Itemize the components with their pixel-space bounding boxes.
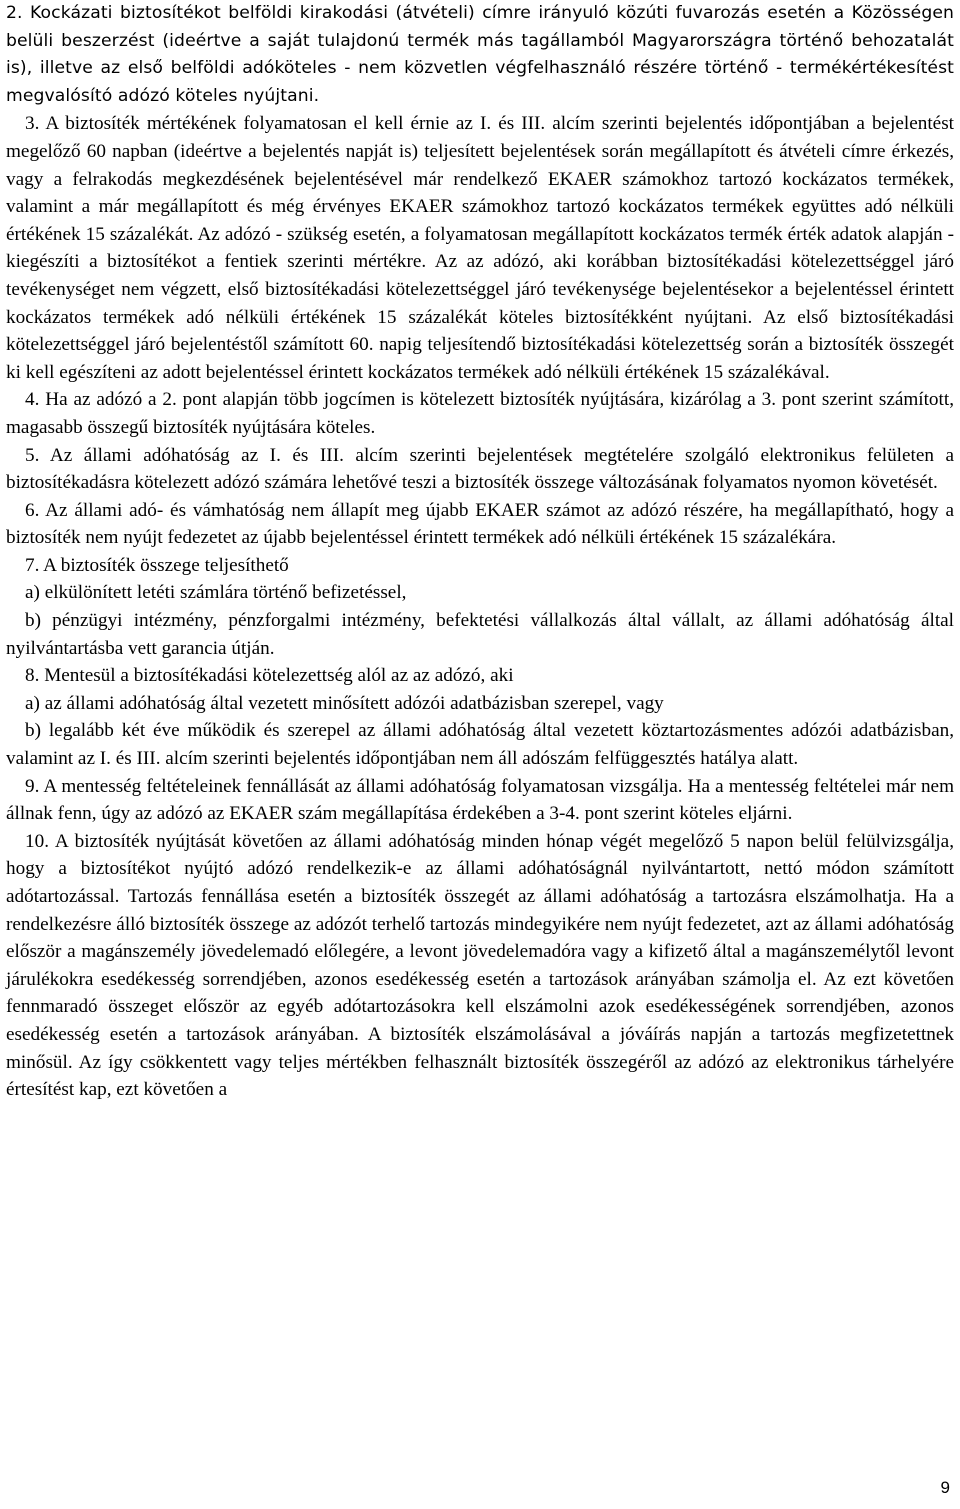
paragraph-7: 7. A biztosíték összege teljesíthető	[25, 554, 289, 576]
paragraph-7b: b) pénzügyi intézmény, pénzforgalmi intézmény, befektetési vállalkozás által vállalt, az állami adóhatóság által nyilvántartásba vett garancia útján.	[6, 610, 954, 659]
document-page	[6, 0, 954, 1104]
paragraph-4: 4. Ha az adózó a 2. pont alapján több jogcímen is kötelezett biztosíték nyújtására, kizárólag a 3. pont szerint számított, magasabb összegű biztosíték nyújtására köteles.	[6, 389, 954, 438]
paragraph-7a: a) elkülönített letéti számlára történő befizetéssel,	[25, 582, 407, 604]
paragraph-3: 3. A biztosíték mértékének folyamatosan el kell érnie az I. és III. alcím szerinti bejelentés időpontjában a bejelentést megelőző 60 napban (ideértve a bejelentés napját is) teljesített bejelentések során megállapított és átvételi címre érkezés, vagy a felrakodás megkezdésének bejelentésével már rendelkező EKAER számokhoz tartozó kockázatos termékek, valamint a már megállapított és még érvényes EKAER számokhoz tartozó kockázatos termékek együttes adó nélküli értékének 15 százalékát. Az adózó - szükség esetén, a folyamatosan megállapított kockázatos termék érték adatok alapján - kiegészíti a biztosítékot a fentiek szerinti mértékre. Az az adózó, aki korábban biztosítékadási kötelezettséggel járó tevékenységet nem végzett, első biztosítékadási kötelezettséggel járó tevékenysége bejelentésekor a bejelentéssel érintett kockázatos termékek adó nélküli értékének 15 százalékát köteles biztosítékként nyújtani. Az első biztosítékadási kötelezettséggel járó bejelentéstől számított 60. napig teljesítendő biztosítékadási kötelezettség során a biztosíték összegét ki kell egészíteni az adott bejelentéssel érintett kockázatos termékek adó nélküli értékének 15 százalékával.	[6, 113, 954, 383]
paragraph-5: 5. Az állami adóhatóság az I. és III. alcím szerinti bejelentések megtételére szolgáló elektronikus felületen a biztosítékadásra kötelezett adózó számára lehetővé teszi a biztosíték összege változásának folyamatos nyomon követését.	[6, 444, 954, 494]
paragraph-8: 8. Mentesül a biztosítékadási kötelezettség alól az az adózó, aki	[25, 665, 514, 687]
page-number: 9	[940, 1478, 950, 1497]
paragraph-2: 2. Kockázati biztosítékot belföldi kirakodási (átvételi) címre irányuló közúti fuvarozás esetén a Közösségen belüli beszerzést (ideértve a saját tulajdonú termék más tagállamból Magyarországra történő behozatalát is), illetve az első belföldi adóköteles - nem közvetlen végfelhasználó részére történő - termékértékesítést megvalósító adózó köteles nyújtani.	[6, 3, 954, 106]
paragraph-6: 6. Az állami adó- és vámhatóság nem állapít meg újabb EKAER számot az adózó részére, ha megállapítható, hogy a biztosíték nem nyújt fedezetet az újabb bejelentéssel érintett termékek adó nélküli értékének 15 százalékára.	[6, 499, 954, 549]
paragraph-8a: a) az állami adóhatóság által vezetett minősített adózói adatbázisban szerepel, vagy	[25, 692, 664, 714]
paragraph-9: 9. A mentesség feltételeinek fennállását az állami adóhatóság folyamatosan vizsgálja. Ha a mentesség feltételei már nem állnak fenn, úgy az adózó az EKAER szám megállapítása érdekében a 3-4. pont szerint köteles eljárni.	[6, 775, 954, 825]
paragraph-10: 10. A biztosíték nyújtását követően az állami adóhatóság minden hónap végét megelőző 5 napon belül felülvizsgálja, hogy a biztosítékot nyújtó adózó rendelkezik-e az állami adóhatóságnál nyilvántartott, nettó módon számított adótartozással. Tartozás fennállása esetén a biztosíték összegét az állami adóhatóság a tartozásra elszámolhatja. Ha a rendelkezésre álló biztosíték összege az adózót terhelő tartozás mindegyikére nem nyújt fedezetet, azt az állami adóhatóság először a magánszemély jövedelemadó előlegére, a levont jövedelemadóra vagy a kifizető által a magánszemélytől levont járulékokra esedékesség sorrendjében, azonos esedékesség esetén a tartozások arányában számolja el. Az ezt követően fennmaradó összeget először az egyéb adótartozásokra kell elszámolni azok esedékességének sorrendjében, azonos esedékesség esetén a tartozások arányában. A biztosíték elszámolásával a jóváírás napján a tartozás megfizetettnek minősül. Az így csökkentett vagy teljes mértékben felhasznált biztosíték összegéről az adózó az elektronikus tárhelyére értesítést kap, ezt követően a	[6, 830, 954, 1101]
paragraph-8b: b) legalább két éve működik és szerepel az állami adóhatóság által vezetett köztartozásmentes adózói adatbázisban, valamint az I. és III. alcím szerinti bejelentés időpontjában nem áll adószám felfüggesztés hatálya alatt.	[6, 720, 954, 770]
